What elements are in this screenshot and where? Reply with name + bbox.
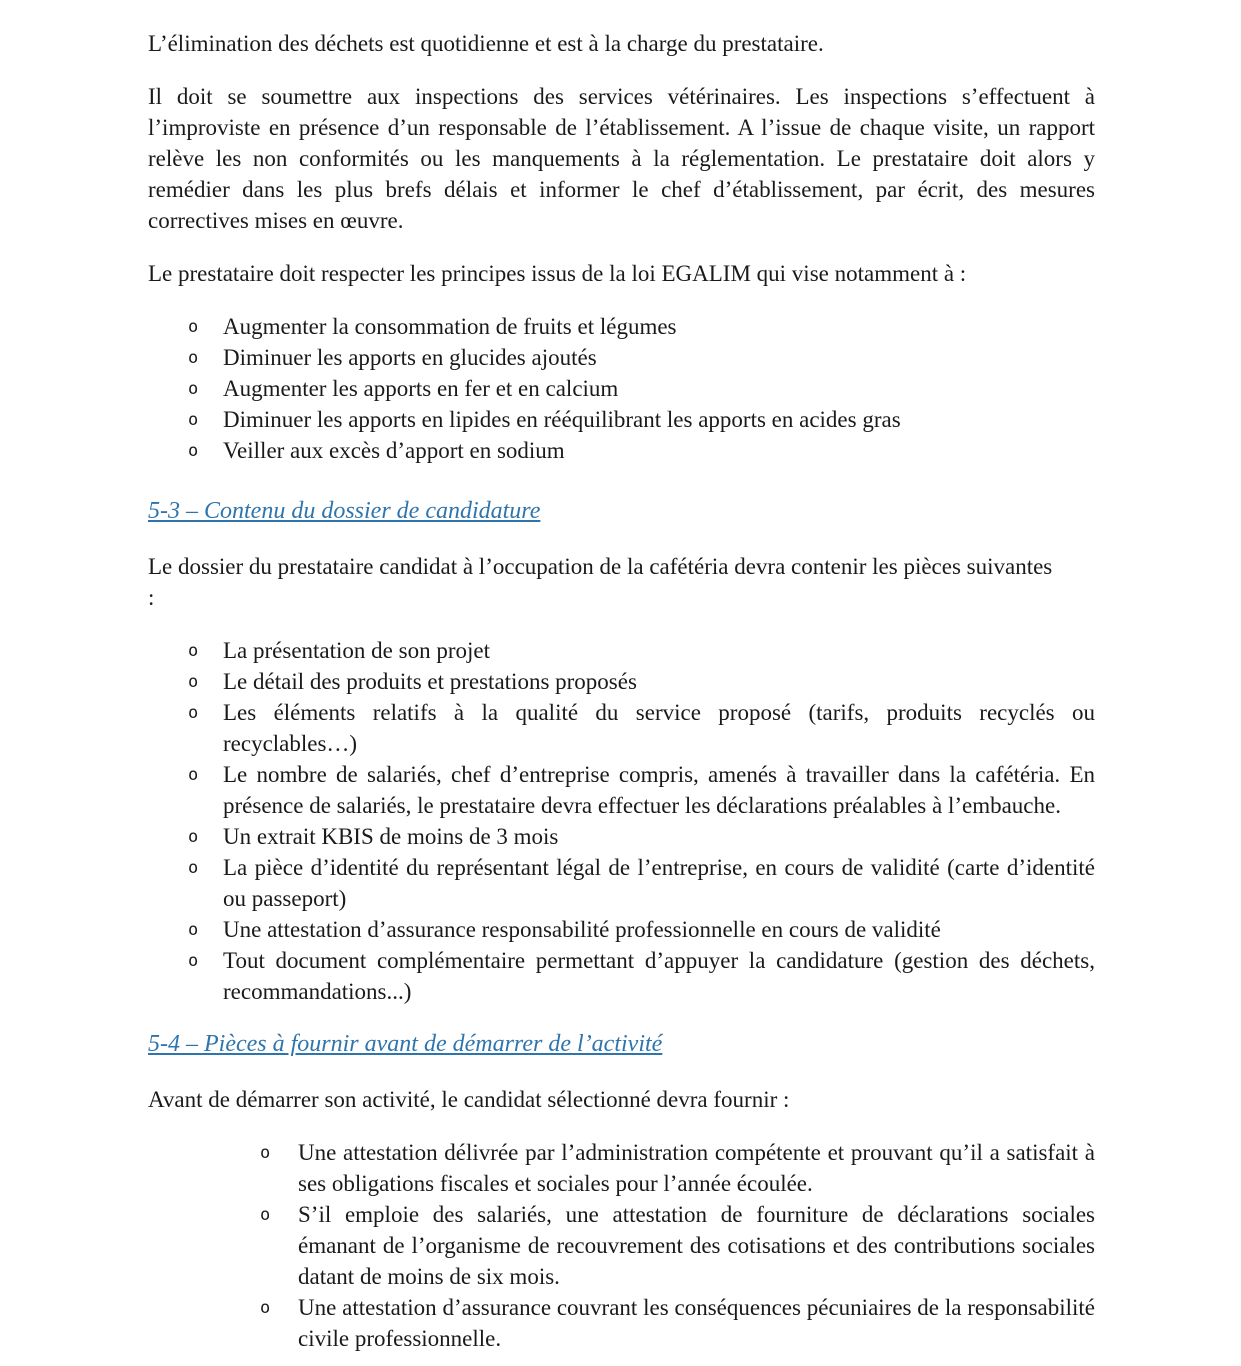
list-bullet: o	[188, 920, 199, 940]
list-bullet: o	[188, 410, 199, 430]
list-item	[148, 635, 1095, 666]
list-item-text: Diminuer les apports en glucides ajoutés	[223, 345, 597, 370]
list-bullet: o	[188, 858, 199, 878]
list-item-text: Les éléments relatifs à la qualité du service proposé (tarifs, produits recyclés ou recyclables…)	[223, 700, 1095, 756]
list-item-text: Le nombre de salariés, chef d’entreprise compris, amenés à travailler dans la cafétéria. En présence de salariés, le prestataire devra effectuer les déclarations préalables à l’embauche.	[223, 762, 1095, 818]
list-item	[148, 821, 1095, 852]
list-item	[148, 697, 1095, 759]
list-item	[148, 435, 1095, 466]
list-item	[148, 404, 1095, 435]
list-item	[148, 945, 1095, 1007]
list-item	[148, 759, 1095, 821]
list-item-text: Une attestation délivrée par l’administration compétente et prouvant qu’il a satisfait à ses obligations fiscales et sociales pour l’année écoulée.	[298, 1140, 1095, 1196]
section-heading-5-3	[148, 496, 1095, 527]
paragraph-dossier-colon: :	[148, 585, 155, 610]
list-bullet: o	[188, 827, 199, 847]
list-item	[148, 1292, 1095, 1354]
list-item-text: Augmenter la consommation de fruits et légumes	[223, 314, 677, 339]
paragraph-dossier-intro	[148, 551, 1095, 613]
list-bullet: o	[188, 641, 199, 661]
list-bullet: o	[188, 703, 199, 723]
list-item-text: La présentation de son projet	[223, 638, 490, 663]
pieces-a-fournir-list	[148, 1137, 1095, 1354]
list-bullet: o	[260, 1143, 271, 1163]
list-item	[148, 1199, 1095, 1292]
egalim-principles-list	[148, 311, 1095, 466]
list-bullet: o	[188, 348, 199, 368]
list-item-text: Un extrait KBIS de moins de 3 mois	[223, 824, 559, 849]
list-item	[148, 914, 1095, 945]
list-item	[148, 373, 1095, 404]
list-item	[148, 342, 1095, 373]
list-item-text: Le détail des produits et prestations proposés	[223, 669, 637, 694]
list-bullet: o	[260, 1298, 271, 1318]
list-bullet: o	[188, 672, 199, 692]
list-item-text: Veiller aux excès d’apport en sodium	[223, 438, 565, 463]
paragraph-egalim-intro: Le prestataire doit respecter les principes issus de la loi EGALIM qui vise notamment à :	[148, 261, 967, 286]
paragraph-inspections-veterinaires: Il doit se soumettre aux inspections des services vétérinaires. Les inspections s’effectuent à l’improviste en présence d’un responsable de l’établissement. A l’issue de chaque visite, un rapport relève les non conformités ou les manquements à la réglementation. Le prestataire doit alors y remédier dans les plus brefs délais et informer le chef d’établissement, par écrit, des mesures correctives mises en œuvre.	[148, 84, 1095, 233]
list-bullet: o	[260, 1205, 271, 1225]
paragraph-avant-demarrer-intro: Avant de démarrer son activité, le candidat sélectionné devra fournir :	[148, 1087, 790, 1112]
section-heading-5-3-text: 5-3 – Contenu du dossier de candidature	[148, 498, 541, 524]
list-item	[148, 1137, 1095, 1199]
section-heading-5-4	[148, 1029, 1095, 1060]
dossier-candidature-list	[148, 635, 1095, 1007]
list-bullet: o	[188, 765, 199, 785]
list-bullet: o	[188, 441, 199, 461]
list-item	[148, 311, 1095, 342]
list-item-text: S’il emploie des salariés, une attestation de fourniture de déclarations sociales émanant de l’organisme de recouvrement des cotisations et des contributions sociales datant de moins de six mois.	[298, 1202, 1095, 1289]
list-bullet: o	[188, 379, 199, 399]
list-item-text: Augmenter les apports en fer et en calcium	[223, 376, 619, 401]
list-item-text: Une attestation d’assurance couvrant les conséquences pécuniaires de la responsabilité civile professionnelle.	[298, 1295, 1095, 1351]
list-item-text: Tout document complémentaire permettant d’appuyer la candidature (gestion des déchets, recommandations...)	[223, 948, 1095, 1004]
list-bullet: o	[188, 951, 199, 971]
list-item	[148, 666, 1095, 697]
list-item-text: La pièce d’identité du représentant légal de l’entreprise, en cours de validité (carte d’identité ou passeport)	[223, 855, 1095, 911]
list-item-text: Une attestation d’assurance responsabilité professionnelle en cours de validité	[223, 917, 941, 942]
list-item	[148, 852, 1095, 914]
paragraph-dossier-intro-text: Le dossier du prestataire candidat à l’occupation de la cafétéria devra contenir les pièces suivantes	[148, 554, 1053, 579]
paragraph-elimination-dechets: L’élimination des déchets est quotidienne et est à la charge du prestataire.	[148, 31, 824, 56]
list-bullet: o	[188, 317, 199, 337]
section-heading-5-4-text: 5-4 – Pièces à fournir avant de démarrer de l’activité	[148, 1031, 663, 1057]
list-item-text: Diminuer les apports en lipides en rééquilibrant les apports en acides gras	[223, 407, 901, 432]
